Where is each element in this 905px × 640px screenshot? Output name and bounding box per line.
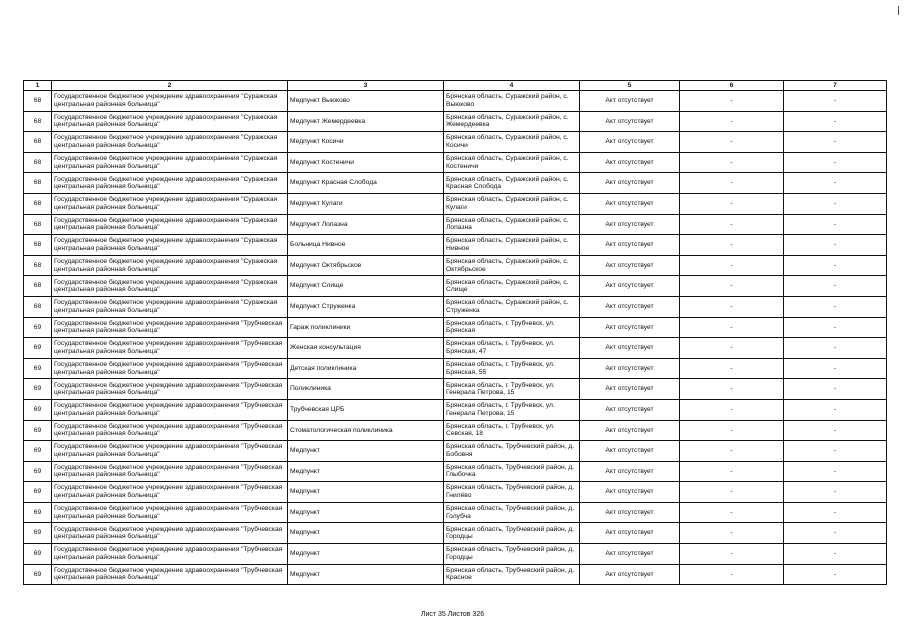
row-number: 68 xyxy=(24,235,52,256)
act-status: Акт отсутствует xyxy=(580,193,680,214)
organization-name: Государственное бюджетное учреждение здравоохранения "Трубчевская центральная районная больница" xyxy=(52,379,288,400)
act-status: Акт отсутствует xyxy=(580,152,680,173)
column-6-value: - xyxy=(680,502,784,523)
table-row xyxy=(24,132,887,153)
table-row xyxy=(24,399,887,420)
object-name: Медпункт Слище xyxy=(288,276,444,297)
organization-name: Государственное бюджетное учреждение здравоохранения "Суражская центральная районная больница" xyxy=(52,235,288,256)
table-row xyxy=(24,523,887,544)
organization-name: Государственное бюджетное учреждение здравоохранения "Суражская центральная районная больница" xyxy=(52,214,288,235)
column-6-value: - xyxy=(680,461,784,482)
object-address: Брянская область, Суражский район, с. Выюково xyxy=(444,91,580,112)
column-7-value: - xyxy=(784,544,887,565)
column-7-value: - xyxy=(784,214,887,235)
column-7-value: - xyxy=(784,173,887,194)
table-row xyxy=(24,564,887,585)
table-row xyxy=(24,441,887,462)
organization-name: Государственное бюджетное учреждение здравоохранения "Суражская центральная районная больница" xyxy=(52,193,288,214)
organization-name: Государственное бюджетное учреждение здравоохранения "Суражская центральная районная больница" xyxy=(52,91,288,112)
column-6-value: - xyxy=(680,173,784,194)
row-number: 69 xyxy=(24,399,52,420)
column-7-value: - xyxy=(784,111,887,132)
object-address: Брянская область, Трубчевский район, д. Глыбочка xyxy=(444,461,580,482)
object-address: Брянская область, г. Трубчевск, ул. Генерала Петрова, 15 xyxy=(444,399,580,420)
object-name: Поликлиника xyxy=(288,379,444,400)
act-status: Акт отсутствует xyxy=(580,214,680,235)
object-address: Брянская область, г. Трубчевск, ул. Генерала Петрова, 15 xyxy=(444,379,580,400)
column-6-value: - xyxy=(680,420,784,441)
object-address: Брянская область, Суражский район, с. Красная Слобода xyxy=(444,173,580,194)
organization-name: Государственное бюджетное учреждение здравоохранения "Трубчевская центральная районная больница" xyxy=(52,544,288,565)
column-header-3: 3 xyxy=(288,81,444,91)
table-row xyxy=(24,544,887,565)
organization-name: Государственное бюджетное учреждение здравоохранения "Трубчевская центральная районная больница" xyxy=(52,441,288,462)
object-address: Брянская область, Трубчевский район, д. Голубча xyxy=(444,502,580,523)
organization-name: Государственное бюджетное учреждение здравоохранения "Трубчевская центральная районная больница" xyxy=(52,399,288,420)
column-header-5: 5 xyxy=(580,81,680,91)
organization-name: Государственное бюджетное учреждение здравоохранения "Суражская центральная районная больница" xyxy=(52,296,288,317)
organization-name: Государственное бюджетное учреждение здравоохранения "Трубчевская центральная районная больница" xyxy=(52,482,288,503)
object-name: Медпункт xyxy=(288,461,444,482)
column-7-value: - xyxy=(784,338,887,359)
column-6-value: - xyxy=(680,255,784,276)
table-row xyxy=(24,296,887,317)
column-7-value: - xyxy=(784,276,887,297)
act-status: Акт отсутствует xyxy=(580,296,680,317)
object-name: Медпункт Костеничи xyxy=(288,152,444,173)
column-header-2: 2 xyxy=(52,81,288,91)
table-row xyxy=(24,461,887,482)
organization-name: Государственное бюджетное учреждение здравоохранения "Трубчевская центральная районная больница" xyxy=(52,338,288,359)
header-row xyxy=(24,81,887,91)
column-6-value: - xyxy=(680,564,784,585)
column-7-value: - xyxy=(784,399,887,420)
column-6-value: - xyxy=(680,482,784,503)
table-body xyxy=(24,91,887,585)
object-name: Больница Нивное xyxy=(288,235,444,256)
row-number: 68 xyxy=(24,214,52,235)
column-7-value: - xyxy=(784,255,887,276)
column-7-value: - xyxy=(784,296,887,317)
column-header-6: 6 xyxy=(680,81,784,91)
column-7-value: - xyxy=(784,235,887,256)
table-row xyxy=(24,317,887,338)
object-name: Медпункт xyxy=(288,523,444,544)
column-6-value: - xyxy=(680,152,784,173)
object-address: Брянская область, Суражский район, с. Нивное xyxy=(444,235,580,256)
column-7-value: - xyxy=(784,564,887,585)
act-status: Акт отсутствует xyxy=(580,173,680,194)
object-name: Медпункт xyxy=(288,482,444,503)
act-status: Акт отсутствует xyxy=(580,441,680,462)
act-status: Акт отсутствует xyxy=(580,132,680,153)
object-name: Медпункт Красная Слобода xyxy=(288,173,444,194)
table-row xyxy=(24,420,887,441)
row-number: 69 xyxy=(24,461,52,482)
object-name: Гараж поликлиники xyxy=(288,317,444,338)
column-header-4: 4 xyxy=(444,81,580,91)
table-row xyxy=(24,111,887,132)
organization-name: Государственное бюджетное учреждение здравоохранения "Трубчевская центральная районная больница" xyxy=(52,461,288,482)
column-7-value: - xyxy=(784,461,887,482)
object-address: Брянская область, Трубчевский район, д. Городцы xyxy=(444,544,580,565)
organization-name: Государственное бюджетное учреждение здравоохранения "Суражская центральная районная больница" xyxy=(52,111,288,132)
table-row xyxy=(24,255,887,276)
table-row xyxy=(24,502,887,523)
column-6-value: - xyxy=(680,317,784,338)
table-row xyxy=(24,276,887,297)
row-number: 69 xyxy=(24,564,52,585)
column-7-value: - xyxy=(784,317,887,338)
object-address: Брянская область, Суражский район, с. Октябрьское xyxy=(444,255,580,276)
column-6-value: - xyxy=(680,235,784,256)
scan-mark xyxy=(898,6,899,15)
organization-name: Государственное бюджетное учреждение здравоохранения "Трубчевская центральная районная больница" xyxy=(52,502,288,523)
act-status: Акт отсутствует xyxy=(580,461,680,482)
column-6-value: - xyxy=(680,441,784,462)
row-number: 69 xyxy=(24,358,52,379)
row-number: 69 xyxy=(24,482,52,503)
object-name: Детская поликлиника xyxy=(288,358,444,379)
table-row xyxy=(24,338,887,359)
row-number: 68 xyxy=(24,91,52,112)
row-number: 68 xyxy=(24,173,52,194)
table-row xyxy=(24,482,887,503)
object-name: Медпункт Кулаги xyxy=(288,193,444,214)
object-name: Медпункт Струженка xyxy=(288,296,444,317)
object-address: Брянская область, Трубчевский район, д. Гнилёво xyxy=(444,482,580,503)
object-address: Брянская область, г. Трубчевск, ул. Брянская xyxy=(444,317,580,338)
row-number: 69 xyxy=(24,544,52,565)
column-7-value: - xyxy=(784,91,887,112)
object-name: Женская консультация xyxy=(288,338,444,359)
act-status: Акт отсутствует xyxy=(580,338,680,359)
organization-name: Государственное бюджетное учреждение здравоохранения "Трубчевская центральная районная больница" xyxy=(52,564,288,585)
row-number: 69 xyxy=(24,420,52,441)
row-number: 69 xyxy=(24,317,52,338)
page-footer: Лист 35 Листов 326 xyxy=(420,611,485,618)
object-name: Медпункт xyxy=(288,544,444,565)
act-status: Акт отсутствует xyxy=(580,420,680,441)
row-number: 69 xyxy=(24,523,52,544)
object-name: Медпункт Выюково xyxy=(288,91,444,112)
act-status: Акт отсутствует xyxy=(580,235,680,256)
act-status: Акт отсутствует xyxy=(580,276,680,297)
table-row xyxy=(24,214,887,235)
organization-name: Государственное бюджетное учреждение здравоохранения "Суражская центральная районная больница" xyxy=(52,132,288,153)
object-address: Брянская область, Суражский район, с. Струженка xyxy=(444,296,580,317)
object-name: Трубчевская ЦРБ xyxy=(288,399,444,420)
object-name: Медпункт Октябрьское xyxy=(288,255,444,276)
column-6-value: - xyxy=(680,544,784,565)
table-row xyxy=(24,91,887,112)
act-status: Акт отсутствует xyxy=(580,358,680,379)
column-6-value: - xyxy=(680,399,784,420)
column-7-value: - xyxy=(784,502,887,523)
organization-name: Государственное бюджетное учреждение здравоохранения "Суражская центральная районная больница" xyxy=(52,255,288,276)
act-status: Акт отсутствует xyxy=(580,255,680,276)
column-7-value: - xyxy=(784,193,887,214)
column-6-value: - xyxy=(680,111,784,132)
column-6-value: - xyxy=(680,296,784,317)
row-number: 69 xyxy=(24,502,52,523)
row-number: 68 xyxy=(24,296,52,317)
row-number: 69 xyxy=(24,338,52,359)
object-address: Брянская область, Трубчевский район, д. Красное xyxy=(444,564,580,585)
act-status: Акт отсутствует xyxy=(580,91,680,112)
act-status: Акт отсутствует xyxy=(580,379,680,400)
row-number: 68 xyxy=(24,255,52,276)
column-6-value: - xyxy=(680,358,784,379)
object-address: Брянская область, г. Трубчевск, ул. Брянская, 47 xyxy=(444,338,580,359)
object-address: Брянская область, Суражский район, с. Косичи xyxy=(444,132,580,153)
organization-name: Государственное бюджетное учреждение здравоохранения "Трубчевская центральная районная больница" xyxy=(52,317,288,338)
object-name: Медпункт xyxy=(288,502,444,523)
act-status: Акт отсутствует xyxy=(580,482,680,503)
row-number: 69 xyxy=(24,441,52,462)
table-row xyxy=(24,173,887,194)
object-name: Медпункт xyxy=(288,564,444,585)
column-7-value: - xyxy=(784,132,887,153)
row-number: 69 xyxy=(24,379,52,400)
organization-name: Государственное бюджетное учреждение здравоохранения "Трубчевская центральная районная больница" xyxy=(52,420,288,441)
row-number: 68 xyxy=(24,276,52,297)
organization-name: Государственное бюджетное учреждение здравоохранения "Трубчевская центральная районная больница" xyxy=(52,523,288,544)
act-status: Акт отсутствует xyxy=(580,317,680,338)
object-address: Брянская область, г. Трубчевск, ул. Севская, 18 xyxy=(444,420,580,441)
object-name: Медпункт Жемердеевка xyxy=(288,111,444,132)
row-number: 68 xyxy=(24,132,52,153)
table-row xyxy=(24,235,887,256)
column-header-7: 7 xyxy=(784,81,887,91)
act-status: Акт отсутствует xyxy=(580,502,680,523)
object-address: Брянская область, Суражский район, с. Костеничи xyxy=(444,152,580,173)
object-name: Медпункт Лопазна xyxy=(288,214,444,235)
column-7-value: - xyxy=(784,379,887,400)
object-address: Брянская область, Суражский район, с. Лопазна xyxy=(444,214,580,235)
column-header-1: 1 xyxy=(24,81,52,91)
table-row xyxy=(24,193,887,214)
column-6-value: - xyxy=(680,132,784,153)
object-name: Медпункт Косичи xyxy=(288,132,444,153)
act-status: Акт отсутствует xyxy=(580,523,680,544)
table-row xyxy=(24,152,887,173)
column-7-value: - xyxy=(784,441,887,462)
row-number: 68 xyxy=(24,111,52,132)
object-address: Брянская область, Трубчевский район, д. Бобовня xyxy=(444,441,580,462)
column-7-value: - xyxy=(784,523,887,544)
organization-name: Государственное бюджетное учреждение здравоохранения "Трубчевская центральная районная больница" xyxy=(52,358,288,379)
register-table xyxy=(23,80,887,585)
table-row xyxy=(24,379,887,400)
object-address: Брянская область, Суражский район, с. Слище xyxy=(444,276,580,297)
object-address: Брянская область, Суражский район, с. Кулаги xyxy=(444,193,580,214)
column-6-value: - xyxy=(680,523,784,544)
table-row xyxy=(24,358,887,379)
organization-name: Государственное бюджетное учреждение здравоохранения "Суражская центральная районная больница" xyxy=(52,152,288,173)
object-address: Брянская область, г. Трубчевск, ул. Брянская, 55 xyxy=(444,358,580,379)
object-address: Брянская область, Трубчевский район, д. Городцы xyxy=(444,523,580,544)
column-7-value: - xyxy=(784,482,887,503)
column-7-value: - xyxy=(784,358,887,379)
object-name: Медпункт xyxy=(288,441,444,462)
act-status: Акт отсутствует xyxy=(580,111,680,132)
column-6-value: - xyxy=(680,276,784,297)
column-7-value: - xyxy=(784,152,887,173)
row-number: 68 xyxy=(24,193,52,214)
organization-name: Государственное бюджетное учреждение здравоохранения "Суражская центральная районная больница" xyxy=(52,173,288,194)
column-6-value: - xyxy=(680,338,784,359)
column-7-value: - xyxy=(784,420,887,441)
column-6-value: - xyxy=(680,91,784,112)
row-number: 68 xyxy=(24,152,52,173)
act-status: Акт отсутствует xyxy=(580,399,680,420)
act-status: Акт отсутствует xyxy=(580,564,680,585)
act-status: Акт отсутствует xyxy=(580,544,680,565)
object-name: Стоматологическая поликлиника xyxy=(288,420,444,441)
object-address: Брянская область, Суражский район, с. Жемердеевка xyxy=(444,111,580,132)
column-6-value: - xyxy=(680,379,784,400)
column-6-value: - xyxy=(680,193,784,214)
column-6-value: - xyxy=(680,214,784,235)
organization-name: Государственное бюджетное учреждение здравоохранения "Суражская центральная районная больница" xyxy=(52,276,288,297)
